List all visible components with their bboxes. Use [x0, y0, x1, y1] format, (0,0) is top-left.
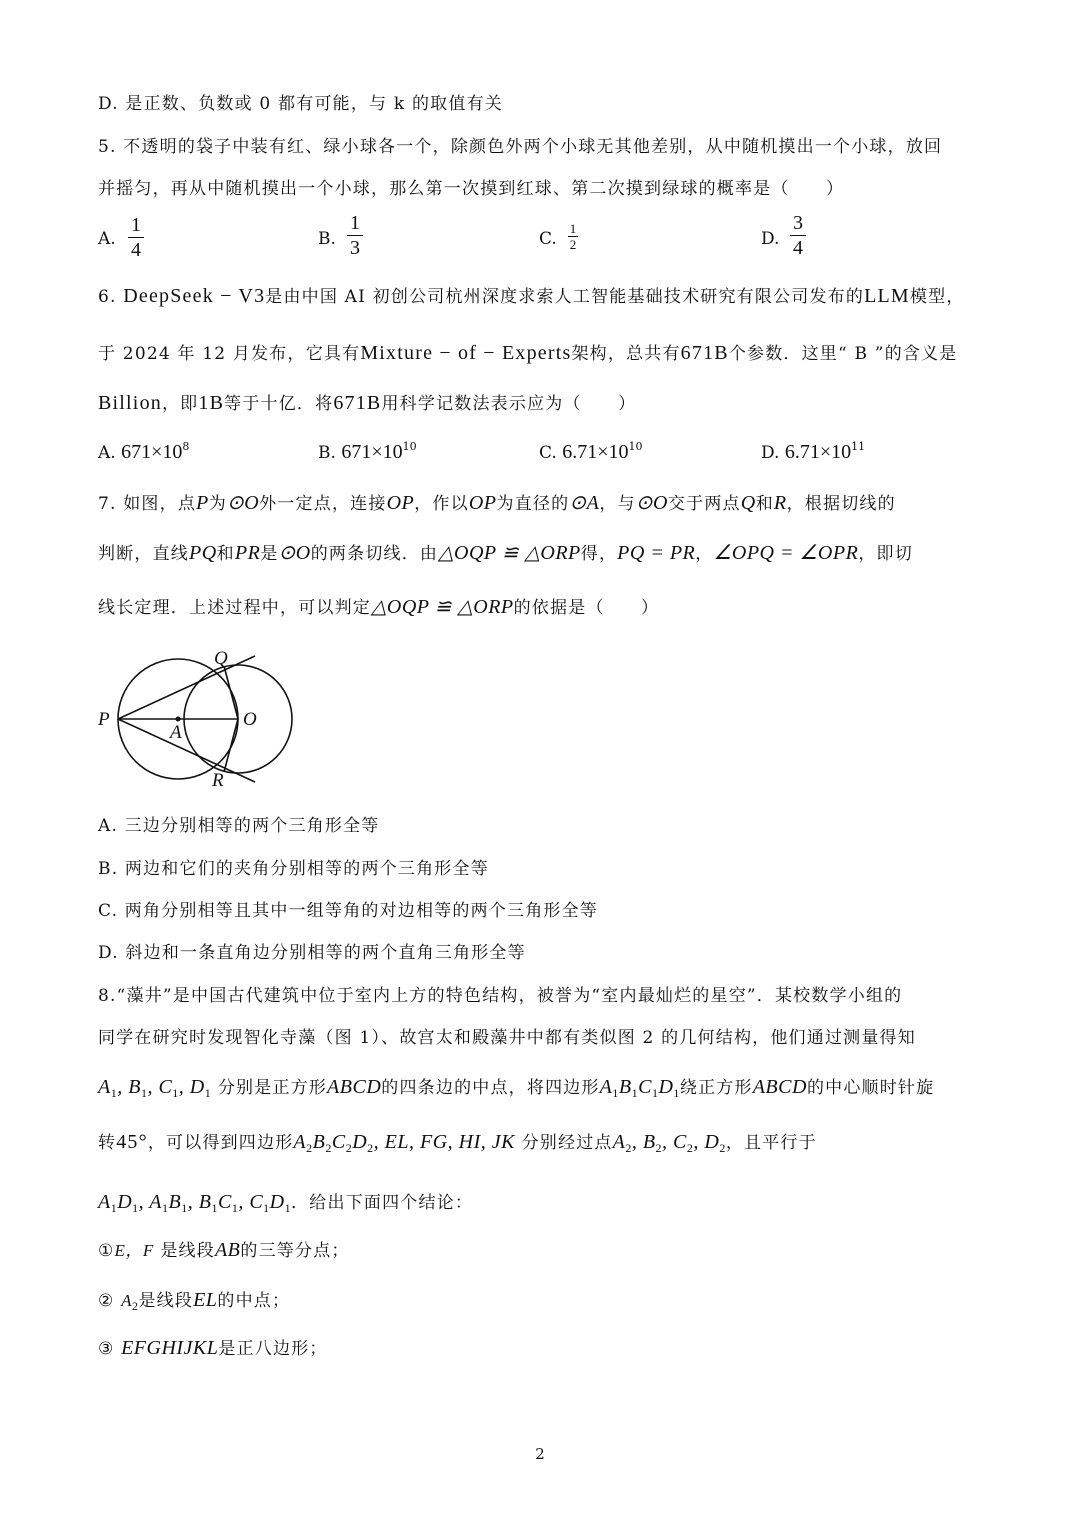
q6-option-d-base: 6.71×10	[784, 441, 852, 463]
q7-stem-line2	[98, 541, 913, 566]
q6-model-name: DeepSeek − V3	[123, 285, 266, 307]
q7-math: ⊙O	[278, 542, 311, 564]
q5-option-a-fraction	[128, 214, 144, 261]
q5-option-b-label: B.	[318, 229, 336, 249]
q8-text: 的中点；	[217, 1291, 291, 1311]
q6-text: 架构，总共有	[571, 344, 681, 364]
label-a: A	[170, 722, 182, 743]
q4-option-d: D. 是正数、负数或 0 都有可能，与 k 的取值有关	[98, 94, 503, 114]
q8-stem-line3	[98, 1075, 934, 1100]
point-a	[176, 717, 181, 722]
q7-option-d: D. 斜边和一条直角边分别相等的两个直角三角形全等	[98, 943, 526, 963]
q8-math: EFGHIJKL	[121, 1337, 219, 1359]
q5-option-c-label: C.	[539, 229, 557, 249]
q7-text: ，即切	[858, 544, 913, 564]
q7-text: ，与	[599, 494, 636, 514]
q8-text: ，且平行于	[725, 1133, 817, 1153]
q7-text: 是	[260, 544, 279, 564]
q8-math: EL	[193, 1289, 218, 1311]
q6-value: 1B	[198, 392, 225, 414]
q6-text: 于 2024 年 12 月发布，它具有	[98, 344, 361, 364]
q8-text: 是正八边形；	[218, 1339, 328, 1359]
q8-math: ABCD	[752, 1076, 807, 1098]
q8-conclusion-2	[98, 1288, 290, 1313]
q5-stem-line2: 并摇匀，再从中随机摸出一个小球，那么第一次摸到红球、第二次摸到绿球的概率是（ ）	[98, 179, 845, 199]
q8-conclusion-3	[98, 1336, 328, 1361]
q6-text: 是由中国 AI 初创公司杭州深度求索人工智能基础技术研究有限公司发布的	[265, 287, 865, 307]
q6-text: 等于十亿．将	[224, 394, 334, 414]
q7-math: ⊙O	[635, 492, 668, 514]
q8-quad-2: $A_2B_2C_2D_2$,	[293, 1131, 385, 1155]
q7-text: ，根据切线的	[786, 494, 896, 514]
q6-stem-line1	[98, 284, 965, 309]
q7-text: 为	[208, 494, 227, 514]
q7-text: 7. 如图，点	[98, 494, 197, 514]
q7-text: 外一定点，连接	[259, 494, 387, 514]
q6-number: 6.	[98, 287, 117, 307]
q7-math: PQ	[189, 542, 217, 564]
q7-math: R	[773, 492, 787, 514]
q6-option-b-base: 671×10	[341, 441, 403, 463]
q8-text: 是线段	[160, 1241, 215, 1261]
q6-option-d-exp: 11	[851, 440, 866, 453]
q8-sides: $A_1D_1$, $A_1B_1$, $B_1C_1$, $C_1D_1$	[98, 1191, 292, 1215]
q7-math: ⊙O	[226, 492, 260, 514]
q8-text: ．给出下面四个结论：	[291, 1193, 474, 1213]
q6-text: 模型，	[909, 287, 965, 307]
q8-text: 分别是正方形	[217, 1078, 328, 1098]
q8-stem-line5	[98, 1190, 473, 1215]
q6-option-a-base: 671×10	[121, 441, 183, 463]
q7-text: 和	[216, 544, 235, 564]
q6-option-b	[318, 441, 417, 464]
q5-option-d-fraction	[790, 212, 806, 259]
q6-option-a-exp: 8	[182, 440, 190, 453]
q6-option-c-label: C.	[539, 443, 557, 463]
q6-option-a-label: A.	[98, 443, 116, 463]
q7-option-a: A. 三边分别相等的两个三角形全等	[98, 816, 380, 836]
q6-stem-line2	[98, 341, 958, 366]
q5-option-d-num: 3	[793, 212, 803, 234]
q8-text: 的三等分点；	[240, 1241, 350, 1261]
q6-billion: Billion	[98, 392, 162, 414]
q7-text: 和	[755, 494, 774, 514]
q8-math: E，F	[114, 1241, 154, 1260]
label-p: P	[98, 709, 110, 730]
q8-stem-line2: 同学在研究时发现智化寺藻（图 1）、故宫太和殿藻井中都有类似图 2 的几何结构，他们通过测量得知	[98, 1028, 916, 1048]
q5-option-d-den: 4	[793, 237, 803, 260]
q8-text: 是线段	[138, 1291, 194, 1311]
q7-option-b: B. 两边和它们的夹角分别相等的两个三角形全等	[98, 859, 489, 879]
segment-ro	[224, 719, 238, 772]
q6-option-a	[98, 441, 189, 464]
q6-option-b-exp: 10	[402, 440, 417, 453]
q6-text: ，即	[161, 394, 199, 414]
q8-point-a2: $A_2$	[121, 1291, 139, 1313]
q6-value: 671B	[680, 342, 729, 364]
q8-math: ABCD	[327, 1076, 382, 1098]
q7-text: 判断，直线	[98, 544, 189, 564]
q5-option-d-label: D.	[761, 229, 780, 249]
q7-text: 线长定理．上述过程中，可以判定	[98, 598, 371, 618]
q7-text: 的依据是（ ）	[513, 598, 660, 618]
q7-text: ，作以	[414, 494, 469, 514]
q5-option-c-den: 2	[569, 237, 577, 253]
q5-option-b-fraction	[347, 212, 363, 259]
q6-stem-line3	[98, 391, 636, 416]
q7-math: PR	[234, 542, 261, 564]
q7-math: ∠OPQ = ∠OPR	[713, 542, 859, 564]
q6-option-c-base: 6.71×10	[562, 441, 629, 463]
q6-option-c-exp: 10	[628, 440, 643, 453]
q6-option-d	[761, 441, 865, 464]
label-o: O	[243, 709, 257, 730]
label-q: Q	[214, 648, 228, 669]
q7-math: OP	[468, 492, 497, 514]
q7-geometry-figure	[90, 648, 320, 793]
q8-marker: ③	[98, 1339, 115, 1359]
q7-option-c: C. 两角分别相等且其中一组等角的对边相等的两个三角形全等	[98, 901, 599, 921]
q8-conclusion-1	[98, 1238, 350, 1263]
q8-points-2: $A_2$, $B_2$, $C_2$, $D_2$	[612, 1131, 726, 1155]
q6-architecture: Mixture − of − Experts	[360, 342, 572, 364]
q8-quad-1: $A_1B_1C_1D_1$	[599, 1076, 680, 1100]
q7-math: △OQP ≌ △ORP	[438, 542, 581, 564]
q5-option-a-den: 4	[131, 239, 141, 262]
q5-option-b-num: 1	[350, 212, 360, 234]
q7-math: OP	[386, 492, 415, 514]
q5-option-c-num: 1	[569, 221, 577, 236]
tangent-pq	[118, 656, 255, 719]
q6-option-d-label: D.	[761, 443, 780, 463]
q8-text: 分别经过点	[521, 1133, 613, 1153]
q5-stem-line1: 5. 不透明的袋子中装有红、绿小球各一个，除颜色外两个小球无其他差别，从中随机摸出一个小球，放回	[98, 137, 943, 157]
tangent-pr	[118, 719, 255, 782]
q7-text: 交于两点	[667, 494, 741, 514]
q8-text: ，可以得到四边形	[147, 1133, 294, 1153]
q6-option-c	[539, 441, 643, 464]
q8-marker: ②	[98, 1291, 115, 1311]
q7-text: 为直径的	[496, 494, 570, 514]
q6-text: 个参数．这里“ B ”的含义是	[728, 344, 958, 364]
q5-option-c-fraction	[568, 222, 578, 251]
q8-angle: 45°	[116, 1131, 148, 1153]
q7-math: P	[196, 492, 209, 514]
q8-text: 的中心顺时针旋	[806, 1078, 935, 1098]
q8-midpoints: $A_1$, $B_1$, $C_1$, $D_1$	[98, 1076, 212, 1100]
q5-option-a-label: A.	[98, 229, 116, 249]
q8-text: 绕正方形	[679, 1078, 753, 1098]
q8-marker: ①	[98, 1241, 115, 1261]
q7-text: 得，	[580, 544, 618, 564]
segment-qo	[224, 666, 238, 719]
q8-text: 的四条边的中点，将四边形	[381, 1078, 600, 1098]
q6-llm: LLM	[864, 285, 910, 307]
q8-stem-line1: 8.“藻井”是中国古代建筑中位于室内上方的特色结构，被誉为“室内最灿烂的星空”．某校数学小组的	[98, 986, 903, 1006]
q7-text: 的两条切线．由	[310, 544, 439, 564]
q8-stem-line4	[98, 1130, 817, 1155]
q8-math: AB	[214, 1239, 241, 1261]
q6-option-b-label: B.	[318, 443, 336, 463]
q6-value: 671B	[333, 392, 382, 414]
q7-stem-line3	[98, 595, 659, 620]
q6-text: 用科学记数法表示应为（ ）	[381, 394, 637, 414]
page-number: 2	[535, 1445, 545, 1463]
q7-math: Q	[740, 492, 756, 514]
q8-lines: EL, FG, HI, JK	[384, 1131, 515, 1153]
q7-math: PQ = PR	[617, 542, 696, 564]
q8-text: 转	[98, 1133, 117, 1153]
q5-option-a-num: 1	[131, 214, 141, 236]
q7-math: △OQP ≌ △ORP	[371, 596, 514, 618]
q5-option-b-den: 3	[350, 237, 360, 260]
q7-stem-line1	[98, 491, 896, 516]
q7-text: ，	[695, 544, 714, 564]
q7-math: ⊙A	[569, 492, 600, 514]
label-r: R	[212, 770, 224, 791]
